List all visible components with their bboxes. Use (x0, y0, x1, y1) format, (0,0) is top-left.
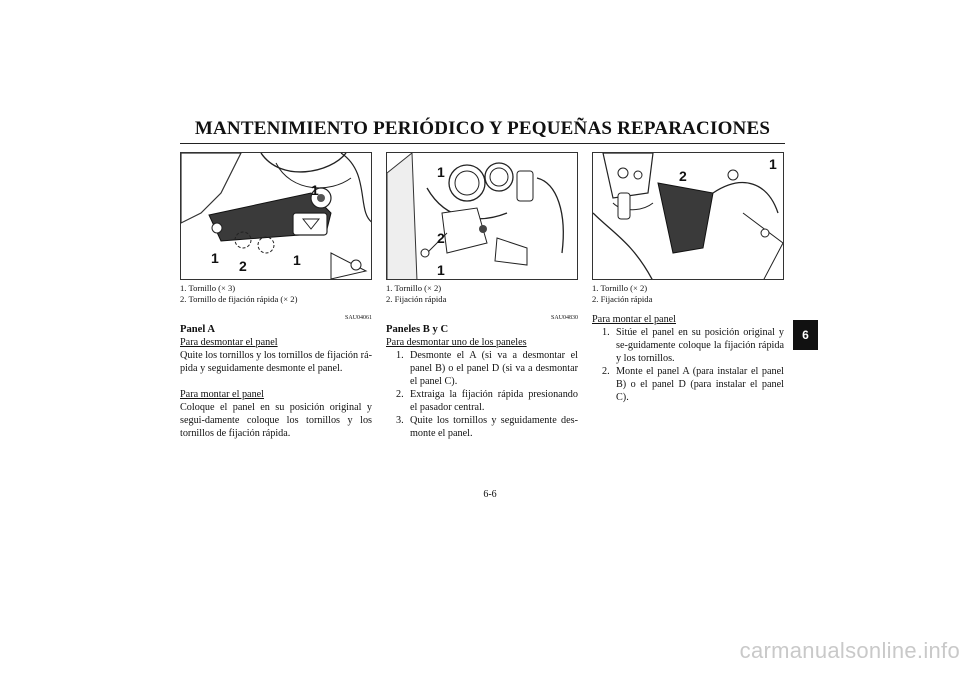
subheading-remove: Para desmontar el panel (180, 337, 278, 348)
callout-1-c: 1 (293, 252, 301, 268)
figure-install-b-c (592, 152, 784, 280)
figure-panels-b-c-drawing (387, 153, 578, 280)
steps-list (592, 326, 784, 404)
figure-caption (180, 283, 372, 305)
subheading-install: Para montar el panel (592, 314, 677, 325)
figure-panel-a (180, 152, 372, 280)
page-header-title: MANTENIMIENTO PERIÓDICO Y PEQUEÑAS REPARACIONES (194, 118, 771, 139)
figure-panels-b-c (386, 152, 578, 280)
caption-line: 2. Tornillo de fijación rápida (× 2) (180, 294, 298, 304)
callout-1-b: 1 (211, 250, 219, 266)
paragraph-remove: Quite los tornillos y los tornillos de fijación rá-pida y seguidamente desmonte el panel. (180, 350, 372, 374)
header-rule (180, 143, 785, 144)
subheading-remove: Para desmontar uno de los paneles (386, 337, 527, 348)
list-item: 1. Desmonte el A (si va a desmontar el panel B) o el panel D (si va a desmontar el panel C). (396, 350, 578, 387)
callout-1-a: 1 (311, 182, 319, 198)
page-number: 6-6 (483, 489, 497, 500)
figure-caption (592, 283, 784, 305)
column-panel-a (180, 152, 372, 440)
steps-list (386, 349, 578, 440)
callout-2: 2 (437, 230, 445, 246)
watermark: carmanualsonline.info (739, 638, 960, 663)
list-item: 2. Extraiga la fijación rápida presionando el pasador central. (396, 389, 578, 413)
list-item: 1. Sitúe el panel en su posición original y se-guidamente coloque la fijación rápida y los tornillos. (602, 327, 784, 364)
column-panels-b-c (386, 152, 578, 440)
caption-line: 1. Tornillo (× 3) (180, 283, 236, 293)
caption-line: 1. Tornillo (× 2) (592, 283, 648, 293)
callout-2: 2 (239, 258, 247, 274)
subheading-install: Para montar el panel (180, 389, 265, 400)
paragraph-install: Coloque el panel en su posición original y segui-damente coloque los tornillos y los tornillos de fijación rápida. (180, 402, 372, 439)
chapter-tab: 6 (793, 320, 818, 350)
callout-2: 2 (679, 168, 687, 184)
list-item: 3. Quite los tornillos y seguidamente des-monte el panel. (396, 415, 578, 439)
callout-1: 1 (769, 156, 777, 172)
figure-install-b-c-drawing (593, 153, 784, 280)
section-code: SAU04830 (550, 315, 578, 321)
section-title: Panel A (180, 324, 216, 335)
section-title: Paneles B y C (386, 324, 449, 335)
caption-line: 2. Fijación rápida (386, 294, 447, 304)
caption-line: 1. Tornillo (× 2) (386, 283, 442, 293)
figure-panel-a-drawing (181, 153, 372, 280)
column-install-b-c (592, 152, 784, 404)
list-item: 2. Monte el panel A (para instalar el panel B) o el panel D (para instalar el panel C). (602, 366, 784, 403)
figure-caption (386, 283, 578, 305)
callout-1-b: 1 (437, 262, 445, 278)
caption-line: 2. Fijación rápida (592, 294, 653, 304)
section-code: SAU04061 (344, 315, 372, 321)
callout-1-a: 1 (437, 164, 445, 180)
